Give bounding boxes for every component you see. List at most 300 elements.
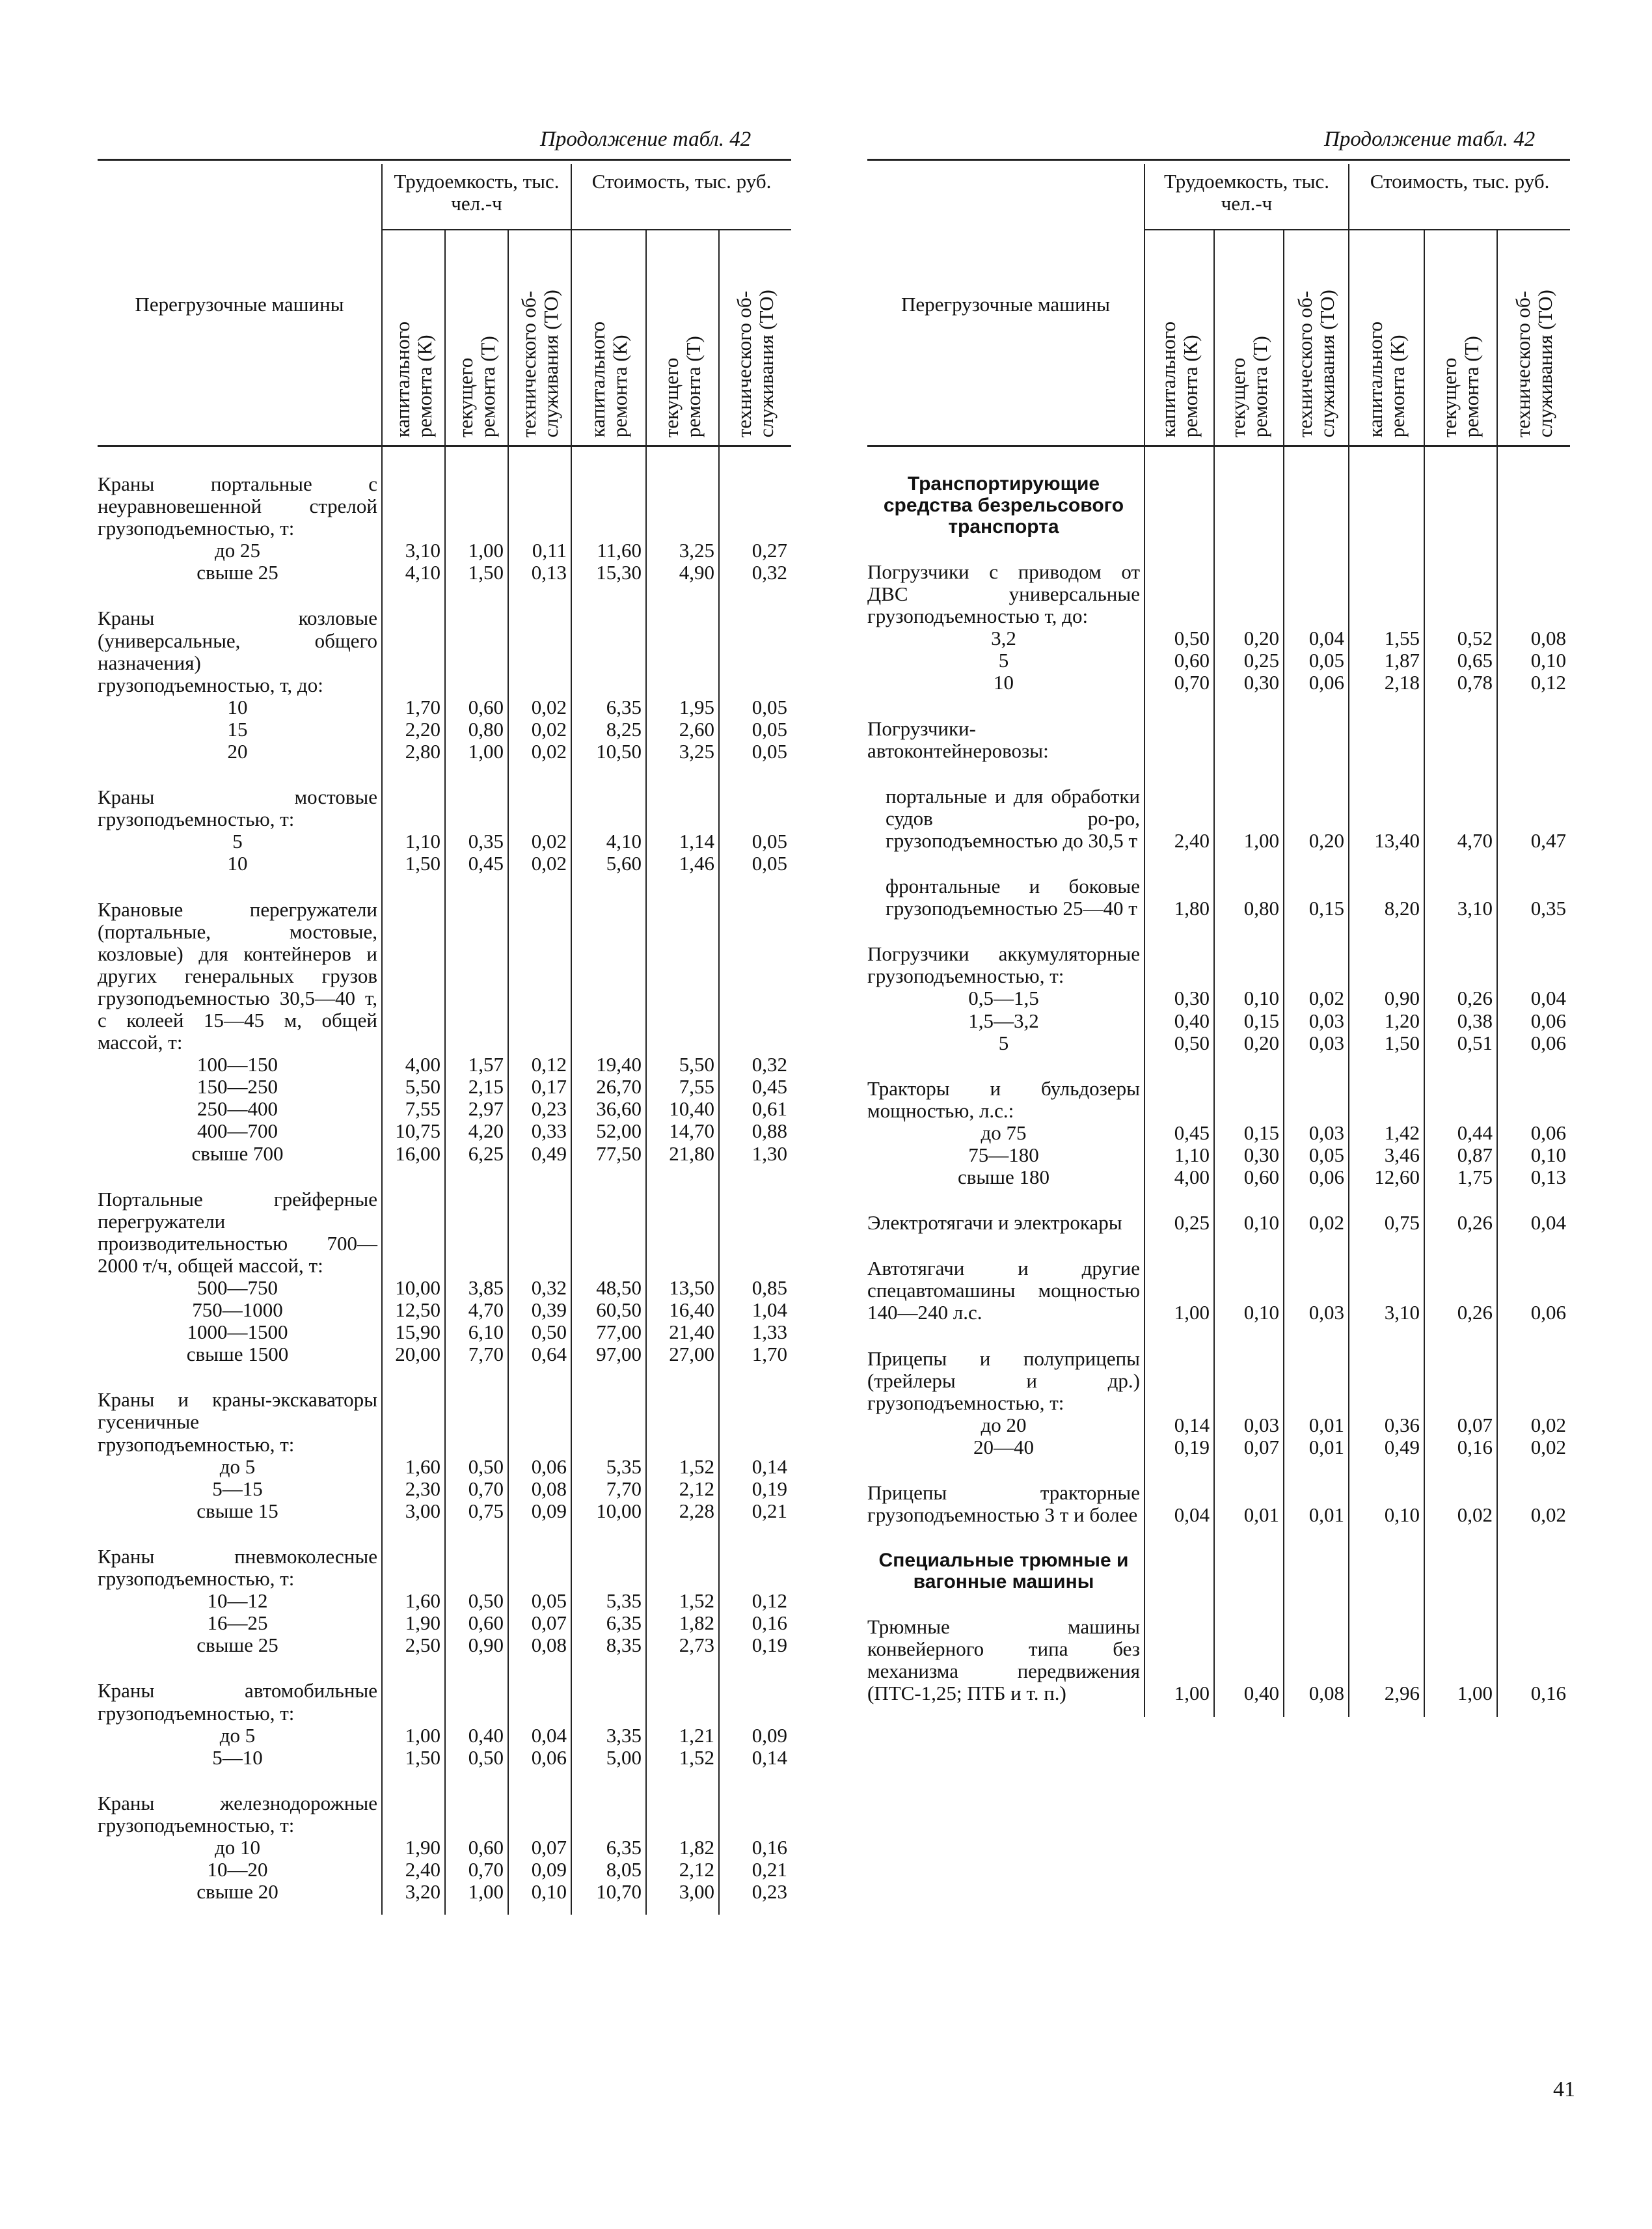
- cell-value: 26,70: [596, 1075, 642, 1099]
- cell-value: 0,45: [752, 1075, 788, 1099]
- table-cell: [508, 1590, 571, 1612]
- header-t-labor: [1214, 230, 1284, 446]
- cell-value: 1,55: [1384, 627, 1420, 650]
- table-cell: [719, 562, 791, 584]
- table-row: [98, 1590, 791, 1612]
- cell-value: 0,65: [1457, 649, 1493, 672]
- table-cell: [719, 1522, 791, 1590]
- cell-value: 1,75: [1457, 1166, 1493, 1189]
- table-cell: [508, 1522, 571, 1590]
- header-to-labor: [508, 230, 571, 446]
- cell-value: 0,01: [1243, 1503, 1279, 1527]
- cell-value: 0,02: [531, 717, 567, 741]
- cell-value: 0,08: [1308, 1682, 1345, 1705]
- cell-value: 0,20: [1308, 828, 1345, 852]
- cell-value: 0,09: [531, 1499, 567, 1522]
- table-cell: [646, 540, 719, 562]
- row-subitem: до 10: [214, 1835, 261, 1859]
- cell-value: 1,33: [752, 1320, 788, 1344]
- table-cell: [1144, 446, 1214, 538]
- table-cell: [571, 1143, 646, 1165]
- table-cell: [1214, 1234, 1284, 1324]
- table-cell: [571, 1120, 646, 1142]
- table-cell: [571, 1321, 646, 1343]
- table-cell: [382, 1634, 445, 1656]
- row-subitem: 10—12: [207, 1589, 268, 1613]
- table-cell: [646, 741, 719, 763]
- table-cell: [1497, 762, 1570, 852]
- table-cell: [382, 1456, 445, 1478]
- cell-value: 0,47: [1530, 828, 1567, 852]
- table-cell: [646, 696, 719, 718]
- table-cell: [445, 1478, 508, 1500]
- table-cell: [1214, 1122, 1284, 1144]
- table-cell: [1214, 987, 1284, 1009]
- cell-value: 0,17: [531, 1075, 567, 1099]
- table-cell: [1424, 920, 1497, 987]
- table-cell: [1284, 1458, 1349, 1526]
- cell-value: 0,20: [1243, 1031, 1279, 1054]
- cell-value: 0,12: [752, 1589, 788, 1613]
- table-cell: [646, 1456, 719, 1478]
- cell-value: 36,60: [596, 1097, 642, 1121]
- cell-value: 1,21: [679, 1723, 715, 1747]
- cell-value: 2,20: [405, 717, 440, 741]
- table-cell: [719, 741, 791, 763]
- row-description: Краны и краны-экскаваторы гусеничные грузоподъемностью, т:: [98, 1388, 377, 1456]
- table-cell: [445, 1725, 508, 1747]
- table-cell: [445, 1277, 508, 1299]
- table-row: [98, 718, 791, 741]
- table-cell: [1214, 852, 1284, 920]
- section-heading: Транспортирующие средства безрельсового транспорта: [883, 473, 1124, 538]
- table-cell: [508, 1747, 571, 1769]
- table-cell: [646, 1612, 719, 1634]
- table-cell: [382, 1098, 445, 1120]
- cell-value: 1,90: [405, 1835, 440, 1859]
- header-line: ремонта (К): [413, 335, 436, 437]
- table-row: [98, 1098, 791, 1120]
- cell-value: 0,19: [1174, 1435, 1210, 1458]
- table-cell: [445, 1500, 508, 1522]
- table-cell: [382, 1343, 445, 1365]
- header-line: капитального: [390, 321, 414, 437]
- table-row: [98, 1612, 791, 1634]
- cell-value: 0,21: [752, 1499, 788, 1522]
- table-cell: [382, 1522, 445, 1590]
- table-cell: [571, 1165, 646, 1277]
- table-cell: [1144, 762, 1214, 852]
- cell-value: 0,45: [1174, 1121, 1210, 1144]
- table-cell: [382, 1747, 445, 1769]
- row-subitem: до 5: [219, 1455, 256, 1478]
- cell-value: 15,90: [395, 1320, 440, 1344]
- table-row: [867, 694, 1570, 762]
- cell-value: 0,25: [1174, 1211, 1210, 1235]
- cell-value: 0,85: [752, 1276, 788, 1299]
- header-labor: Трудоемкость, тыс. чел.-ч: [382, 164, 571, 230]
- cell-value: 16,40: [669, 1298, 715, 1322]
- cell-value: 0,05: [531, 1589, 567, 1613]
- cell-value: 0,16: [752, 1835, 788, 1859]
- cell-value: 0,08: [531, 1477, 567, 1500]
- table-row: [98, 853, 791, 875]
- row-description: Краны пневмоколесные грузоподъемностью, т:: [98, 1544, 377, 1591]
- cell-value: 0,80: [468, 717, 504, 741]
- table-cell: [1284, 920, 1349, 987]
- table-cell: [646, 853, 719, 875]
- cell-value: 52,00: [596, 1119, 642, 1143]
- table-cell: [571, 1881, 646, 1903]
- cell-value: 0,05: [752, 852, 788, 875]
- table-cell: [445, 718, 508, 741]
- cell-value: 0,39: [531, 1298, 567, 1322]
- table-cell: [646, 1837, 719, 1859]
- header-line: ремонта (Т): [682, 336, 705, 437]
- cell-value: 1,00: [1174, 1301, 1210, 1324]
- table-cell: [646, 1277, 719, 1299]
- table-cell: [1144, 1166, 1214, 1188]
- header-line: капитального: [1156, 321, 1180, 437]
- table-row: [867, 1188, 1570, 1234]
- table-cell: [508, 562, 571, 584]
- cell-value: 0,90: [468, 1634, 504, 1657]
- table-cell: [571, 1098, 646, 1120]
- header-t-labor: [445, 230, 508, 446]
- table-cell: [1284, 1032, 1349, 1054]
- table-cell: [382, 1859, 445, 1881]
- cell-value: 0,13: [1530, 1166, 1567, 1189]
- table-cell: [571, 1747, 646, 1769]
- cell-value: 0,14: [1174, 1413, 1210, 1436]
- page-number: 41: [1553, 2077, 1575, 2101]
- table-cell: [445, 1321, 508, 1343]
- cell-value: 12,60: [1374, 1166, 1420, 1189]
- table-cell: [1424, 538, 1497, 627]
- cell-value: 2,60: [679, 717, 715, 741]
- table-cell: [1424, 987, 1497, 1009]
- table-cell: [382, 696, 445, 718]
- table-cell: [719, 1881, 791, 1903]
- table-cell: [445, 830, 508, 853]
- table-cell: [445, 1837, 508, 1859]
- header-labor: Трудоемкость, тыс. чел.-ч: [1144, 164, 1349, 230]
- table-cell: [508, 853, 571, 875]
- table-cell: [382, 875, 445, 1054]
- cell-value: 0,30: [1243, 671, 1279, 694]
- table-cell: [1497, 672, 1570, 694]
- table-cell: [1497, 1234, 1570, 1324]
- header-machines: Перегрузочные машины: [867, 164, 1144, 446]
- table-cell: [1284, 1526, 1349, 1593]
- table-row: [98, 1299, 791, 1321]
- table-cell: [719, 1321, 791, 1343]
- table-cell: [445, 446, 508, 540]
- row-subitem: 5—15: [212, 1477, 263, 1500]
- row-subitem: до 75: [981, 1121, 1027, 1144]
- table-cell: [1497, 650, 1570, 672]
- cell-value: 0,35: [468, 830, 504, 853]
- table-cell: [571, 1769, 646, 1837]
- cell-value: 0,06: [1530, 1121, 1567, 1144]
- table-cell: [719, 875, 791, 1054]
- cell-value: 10,00: [395, 1276, 440, 1299]
- cell-value: 0,05: [752, 740, 788, 763]
- cell-value: 0,44: [1457, 1121, 1493, 1144]
- table-cell: [719, 1165, 791, 1277]
- header-line: ремонта (К): [608, 335, 631, 437]
- table-cell: [646, 875, 719, 1054]
- table-cell: [445, 741, 508, 763]
- row-subitem: свыше 25: [196, 1634, 278, 1657]
- header-line: ремонта (Т): [1248, 336, 1271, 437]
- cell-value: 0,13: [531, 561, 567, 584]
- cell-value: 0,60: [1243, 1166, 1279, 1189]
- table-row: [98, 1500, 791, 1522]
- table-cell: [508, 1098, 571, 1120]
- cell-value: 0,08: [1530, 627, 1567, 650]
- table-cell: [1349, 1032, 1424, 1054]
- cell-value: 3,85: [468, 1276, 504, 1299]
- table-cell: [1349, 650, 1424, 672]
- cell-value: 1,60: [405, 1455, 440, 1478]
- table-cell: [445, 1365, 508, 1455]
- table-cell: [1349, 1054, 1424, 1122]
- table-cell: [1214, 1593, 1284, 1704]
- table-cell: [719, 1478, 791, 1500]
- table-cell: [646, 718, 719, 741]
- cell-value: 1,46: [679, 852, 715, 875]
- row-subitem: свыше 25: [196, 561, 278, 584]
- cell-value: 0,40: [468, 1723, 504, 1747]
- table-cell: [1144, 1526, 1214, 1593]
- cell-value: 8,35: [606, 1634, 642, 1657]
- table-row: [98, 741, 791, 763]
- header-line: технического об-: [517, 290, 540, 437]
- cell-value: 0,10: [1384, 1503, 1420, 1527]
- header-line: ремонта (Т): [1460, 336, 1483, 437]
- cell-value: 5,35: [606, 1589, 642, 1613]
- table-cell: [719, 763, 791, 830]
- cell-value: 0,32: [531, 1276, 567, 1299]
- row-subitem: 400—700: [197, 1119, 278, 1143]
- table-cell: [1284, 1414, 1349, 1436]
- table-cell: [382, 1277, 445, 1299]
- row-description: Погрузчики аккумуляторные грузоподъемностью, т:: [867, 942, 1140, 988]
- table-row: [867, 1458, 1570, 1526]
- cell-value: 3,25: [679, 740, 715, 763]
- table-cell: [382, 1054, 445, 1076]
- table-cell: [1424, 1458, 1497, 1526]
- row-subitem: свыше 15: [196, 1499, 278, 1522]
- header-k-cost: [571, 230, 646, 446]
- row-subitem: 15: [227, 717, 248, 741]
- table-cell: [1144, 1414, 1214, 1436]
- table-cell: [1349, 1458, 1424, 1526]
- row-subitem: 100—150: [197, 1053, 278, 1076]
- cell-value: 0,51: [1457, 1031, 1493, 1054]
- table-cell: [382, 584, 445, 696]
- table-row: [867, 1166, 1570, 1188]
- row-subitem: 10: [227, 852, 248, 875]
- cell-value: 0,12: [531, 1053, 567, 1076]
- cell-value: 0,90: [1384, 987, 1420, 1010]
- cell-value: 1,00: [1457, 1682, 1493, 1705]
- table-cell: [646, 1725, 719, 1747]
- cell-value: 0,02: [1457, 1503, 1493, 1527]
- row-description: Автотягачи и другие спецавтомашины мощностью 140—240 л.с.: [867, 1257, 1140, 1324]
- cell-value: 0,09: [531, 1858, 567, 1881]
- cell-value: 10,50: [596, 740, 642, 763]
- header-line: технического об-: [1293, 290, 1316, 437]
- table-cell: [571, 1343, 646, 1365]
- table-cell: [1214, 627, 1284, 650]
- filler-row: [867, 1705, 1570, 1717]
- table-cell: [1424, 1010, 1497, 1032]
- table-cell: [646, 1365, 719, 1455]
- cell-value: 6,25: [468, 1142, 504, 1165]
- table-row: [867, 1032, 1570, 1054]
- cell-value: 0,60: [1174, 649, 1210, 672]
- table-cell: [1497, 1054, 1570, 1122]
- header-line: текущего: [659, 357, 683, 437]
- row-description: Краны козловые (универсальные, общего назначения) грузоподъемностью, т, до:: [98, 607, 377, 696]
- cell-value: 1,82: [679, 1835, 715, 1859]
- table-cell: [1284, 538, 1349, 627]
- table-cell: [571, 1859, 646, 1881]
- row-description: Портальные грейферные перегружатели производительностью 700—2000 т/ч, общей массой, т:: [98, 1187, 377, 1277]
- table-cell: [1349, 627, 1424, 650]
- table-cell: [445, 1165, 508, 1277]
- table-cell: [1144, 1010, 1214, 1032]
- table-cell: [508, 1343, 571, 1365]
- table-cell: [1214, 1166, 1284, 1188]
- header-line: текущего: [1226, 357, 1249, 437]
- cell-value: 0,50: [1174, 1031, 1210, 1054]
- table-cell: [719, 696, 791, 718]
- table-cell: [445, 1098, 508, 1120]
- table-cell: [1284, 1234, 1349, 1324]
- cell-value: 1,57: [468, 1053, 504, 1076]
- cell-value: 0,03: [1308, 1031, 1345, 1054]
- cell-value: 0,05: [752, 717, 788, 741]
- table-row: [867, 1144, 1570, 1166]
- table-cell: [1284, 1054, 1349, 1122]
- table-cell: [445, 1590, 508, 1612]
- table-cell: [571, 1634, 646, 1656]
- table-cell: [382, 1590, 445, 1612]
- table-cell: [1284, 672, 1349, 694]
- table-cell: [571, 1500, 646, 1522]
- cell-value: 5,00: [606, 1745, 642, 1769]
- table-cell: [508, 718, 571, 741]
- cell-value: 0,12: [1530, 671, 1567, 694]
- table-cell: [719, 584, 791, 696]
- table-cell: [1144, 1436, 1214, 1458]
- cell-value: 0,70: [468, 1477, 504, 1500]
- table-cell: [646, 584, 719, 696]
- table-cell: [445, 1456, 508, 1478]
- table-cell: [646, 562, 719, 584]
- table-row: [98, 446, 791, 540]
- table-cell: [382, 1837, 445, 1859]
- table-cell: [646, 1881, 719, 1903]
- cell-value: 0,15: [1308, 897, 1345, 920]
- cell-value: 5,50: [405, 1075, 440, 1099]
- cell-value: 0,60: [468, 695, 504, 718]
- table-cell: [1144, 1188, 1214, 1234]
- cell-value: 2,12: [679, 1858, 715, 1881]
- cell-value: 2,50: [405, 1634, 440, 1657]
- table-cell: [719, 446, 791, 540]
- cell-value: 0,49: [1384, 1435, 1420, 1458]
- cell-value: 0,40: [1174, 1009, 1210, 1032]
- header-line: капитального: [1363, 321, 1387, 437]
- row-description: Прицепы тракторные грузоподъемностью 3 т и более: [867, 1481, 1140, 1527]
- table-cell: [1284, 1436, 1349, 1458]
- table-row: [98, 1277, 791, 1299]
- table-cell: [719, 1837, 791, 1859]
- table-cell: [646, 1165, 719, 1277]
- table-cell: [1349, 1593, 1424, 1704]
- cell-value: 7,70: [468, 1343, 504, 1366]
- table-cell: [445, 696, 508, 718]
- table-cell: [382, 741, 445, 763]
- table-cell: [571, 696, 646, 718]
- cell-value: 0,50: [1174, 627, 1210, 650]
- table-cell: [508, 1321, 571, 1343]
- cell-value: 0,06: [531, 1745, 567, 1769]
- table-cell: [646, 1343, 719, 1365]
- table-cell: [571, 875, 646, 1054]
- cell-value: 1,52: [679, 1455, 715, 1478]
- cell-value: 0,16: [752, 1611, 788, 1635]
- cell-value: 0,10: [1243, 1211, 1279, 1235]
- table-row: [98, 830, 791, 853]
- cell-value: 77,00: [596, 1320, 642, 1344]
- cell-value: 6,35: [606, 695, 642, 718]
- table-cell: [508, 1725, 571, 1747]
- table-cell: [508, 1500, 571, 1522]
- row-subitem: 20: [227, 740, 248, 763]
- table-cell: [719, 853, 791, 875]
- cell-value: 15,30: [596, 561, 642, 584]
- table-cell: [1144, 538, 1214, 627]
- table-row: [98, 1343, 791, 1365]
- table-cell: [1284, 627, 1349, 650]
- table-cell: [382, 718, 445, 741]
- table-cell: [1349, 762, 1424, 852]
- cell-value: 0,32: [752, 561, 788, 584]
- table-cell: [1497, 1122, 1570, 1144]
- table-cell: [1497, 1593, 1570, 1704]
- table-cell: [382, 1143, 445, 1165]
- table-cell: [646, 1656, 719, 1724]
- cell-value: 1,30: [752, 1142, 788, 1165]
- table-cell: [508, 1859, 571, 1881]
- cell-value: 0,10: [1530, 1143, 1567, 1166]
- cell-value: 0,06: [1530, 1031, 1567, 1054]
- header-line: служивания (ТО): [1316, 289, 1338, 437]
- cell-value: 19,40: [596, 1053, 642, 1076]
- header-k-labor: [382, 230, 445, 446]
- table-row: [98, 875, 791, 1054]
- cell-value: 0,07: [1457, 1413, 1493, 1436]
- table-cell: [508, 1478, 571, 1500]
- table-cell: [571, 1299, 646, 1321]
- table-cell: [508, 696, 571, 718]
- table-cell: [1284, 1144, 1349, 1166]
